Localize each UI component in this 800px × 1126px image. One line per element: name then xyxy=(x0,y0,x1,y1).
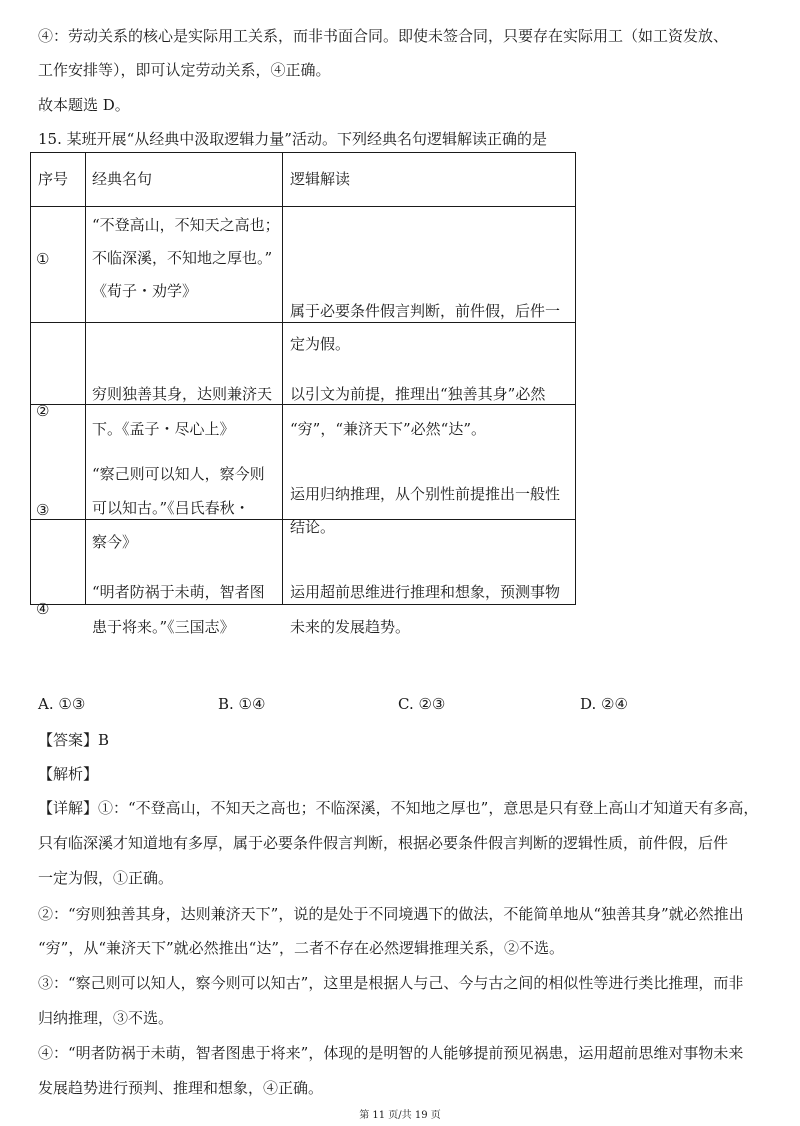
option-b: B. ①④ xyxy=(218,695,266,713)
row-4-interp-line-1: 运用超前思维进行推理和想象，预测事物 xyxy=(290,583,561,601)
row-1-quote-line-2: 不临深溪，不知地之厚也。” xyxy=(92,249,273,267)
detail-line-3: 一定为假，①正确。 xyxy=(38,869,174,887)
row-4-interp-line-2: 未来的发展趋势。 xyxy=(290,618,411,636)
row-3-quote-line-3: 察今》 xyxy=(92,533,138,551)
row-4-number: ④ xyxy=(36,600,50,618)
page-number: 第 11 页/共 19 页 xyxy=(359,1110,441,1121)
row-1-quote-line-1: “不登高山，不知天之高也； xyxy=(92,216,280,234)
row-1-interp-line-2: 定为假。 xyxy=(290,335,351,353)
row-3-interp-line-1: 运用归纳推理，从个别性前提推出一般性 xyxy=(290,485,561,503)
row-4-quote-line-1: “明者防祸于未萌，智者图 xyxy=(92,583,265,601)
row-3-quote-line-2: 可以知古。”《吕氏春秋・ xyxy=(92,499,250,517)
table-header-number: 序号 xyxy=(38,170,69,188)
question-stem: 15. 某班开展“从经典中汲取逻辑力量”活动。下列经典名句逻辑解读正确的是 xyxy=(38,130,547,148)
detail-line-7: 归纳推理，③不选。 xyxy=(38,1009,174,1027)
analysis-label: 【解析】 xyxy=(38,765,99,783)
table-header-quote: 经典名句 xyxy=(92,170,153,188)
detail-line-5: “穷”，从“兼济天下”就必然推出“达”，二者不存在必然逻辑推理关系，②不选。 xyxy=(38,939,565,957)
detail-line-8: ④：“明者防祸于未萌，智者图患于将来”，体现的是明智的人能够提前预见祸患，运用超前思维对事物未来 xyxy=(38,1044,744,1062)
detail-line-4: ②：“穷则独善其身，达则兼济天下”，说的是处于不同境遇下的做法，不能简单地从“独善其身”就必然推出 xyxy=(38,905,744,923)
option-a: A. ①③ xyxy=(38,695,86,713)
row-1-quote-line-3: 《荀子・劝学》 xyxy=(92,282,198,300)
intro-conclusion: 故本题选 D。 xyxy=(38,96,130,114)
row-1-interp-line-1: 属于必要条件假言判断，前件假，后件一 xyxy=(290,302,561,320)
answer-label: 【答案】B xyxy=(38,731,110,749)
row-3-interp-line-2: 结论。 xyxy=(290,518,336,536)
row-1-number: ① xyxy=(36,250,50,268)
detail-line-9: 发展趋势进行预判、推理和想象，④正确。 xyxy=(38,1079,324,1097)
option-c: C. ②③ xyxy=(398,695,446,713)
intro-line-2: 工作安排等），即可认定劳动关系，④正确。 xyxy=(38,61,331,79)
row-2-quote-line-1: 穷则独善其身，达则兼济天 xyxy=(92,385,273,403)
row-3-quote-line-1: “察己则可以知人，察今则 xyxy=(92,465,265,483)
detail-line-6: ③：“察己则可以知人，察今则可以知古”，这里是根据人与己、今与古之间的相似性等进行类比推理，而非 xyxy=(38,974,744,992)
row-2-number: ② xyxy=(36,402,50,420)
row-2-quote-line-2: 下。《孟子・尽心上》 xyxy=(92,420,235,438)
table-header-interpretation: 逻辑解读 xyxy=(290,170,351,188)
detail-line-2: 只有临深溪才知道地有多厚，属于必要条件假言判断，根据必要条件假言判断的逻辑性质，前件假，后件 xyxy=(38,834,729,852)
intro-line-1: ④：劳动关系的核心是实际用工关系，而非书面合同。即使未签合同，只要存在实际用工（如工资发放、 xyxy=(38,27,729,45)
row-3-number: ③ xyxy=(36,501,50,519)
detail-line-1: 【详解】①：“不登高山，不知天之高也；不临深溪，不知地之厚也”，意思是只有登上高山才知道天有多高， xyxy=(38,799,759,817)
row-2-interp-line-2: “穷”，“兼济天下”必然“达”。 xyxy=(290,420,487,438)
option-d: D. ②④ xyxy=(580,695,628,713)
row-4-quote-line-2: 患于将来。”《三国志》 xyxy=(92,618,235,636)
row-2-interp-line-1: 以引文为前提，推理出“独善其身”必然 xyxy=(290,385,546,403)
